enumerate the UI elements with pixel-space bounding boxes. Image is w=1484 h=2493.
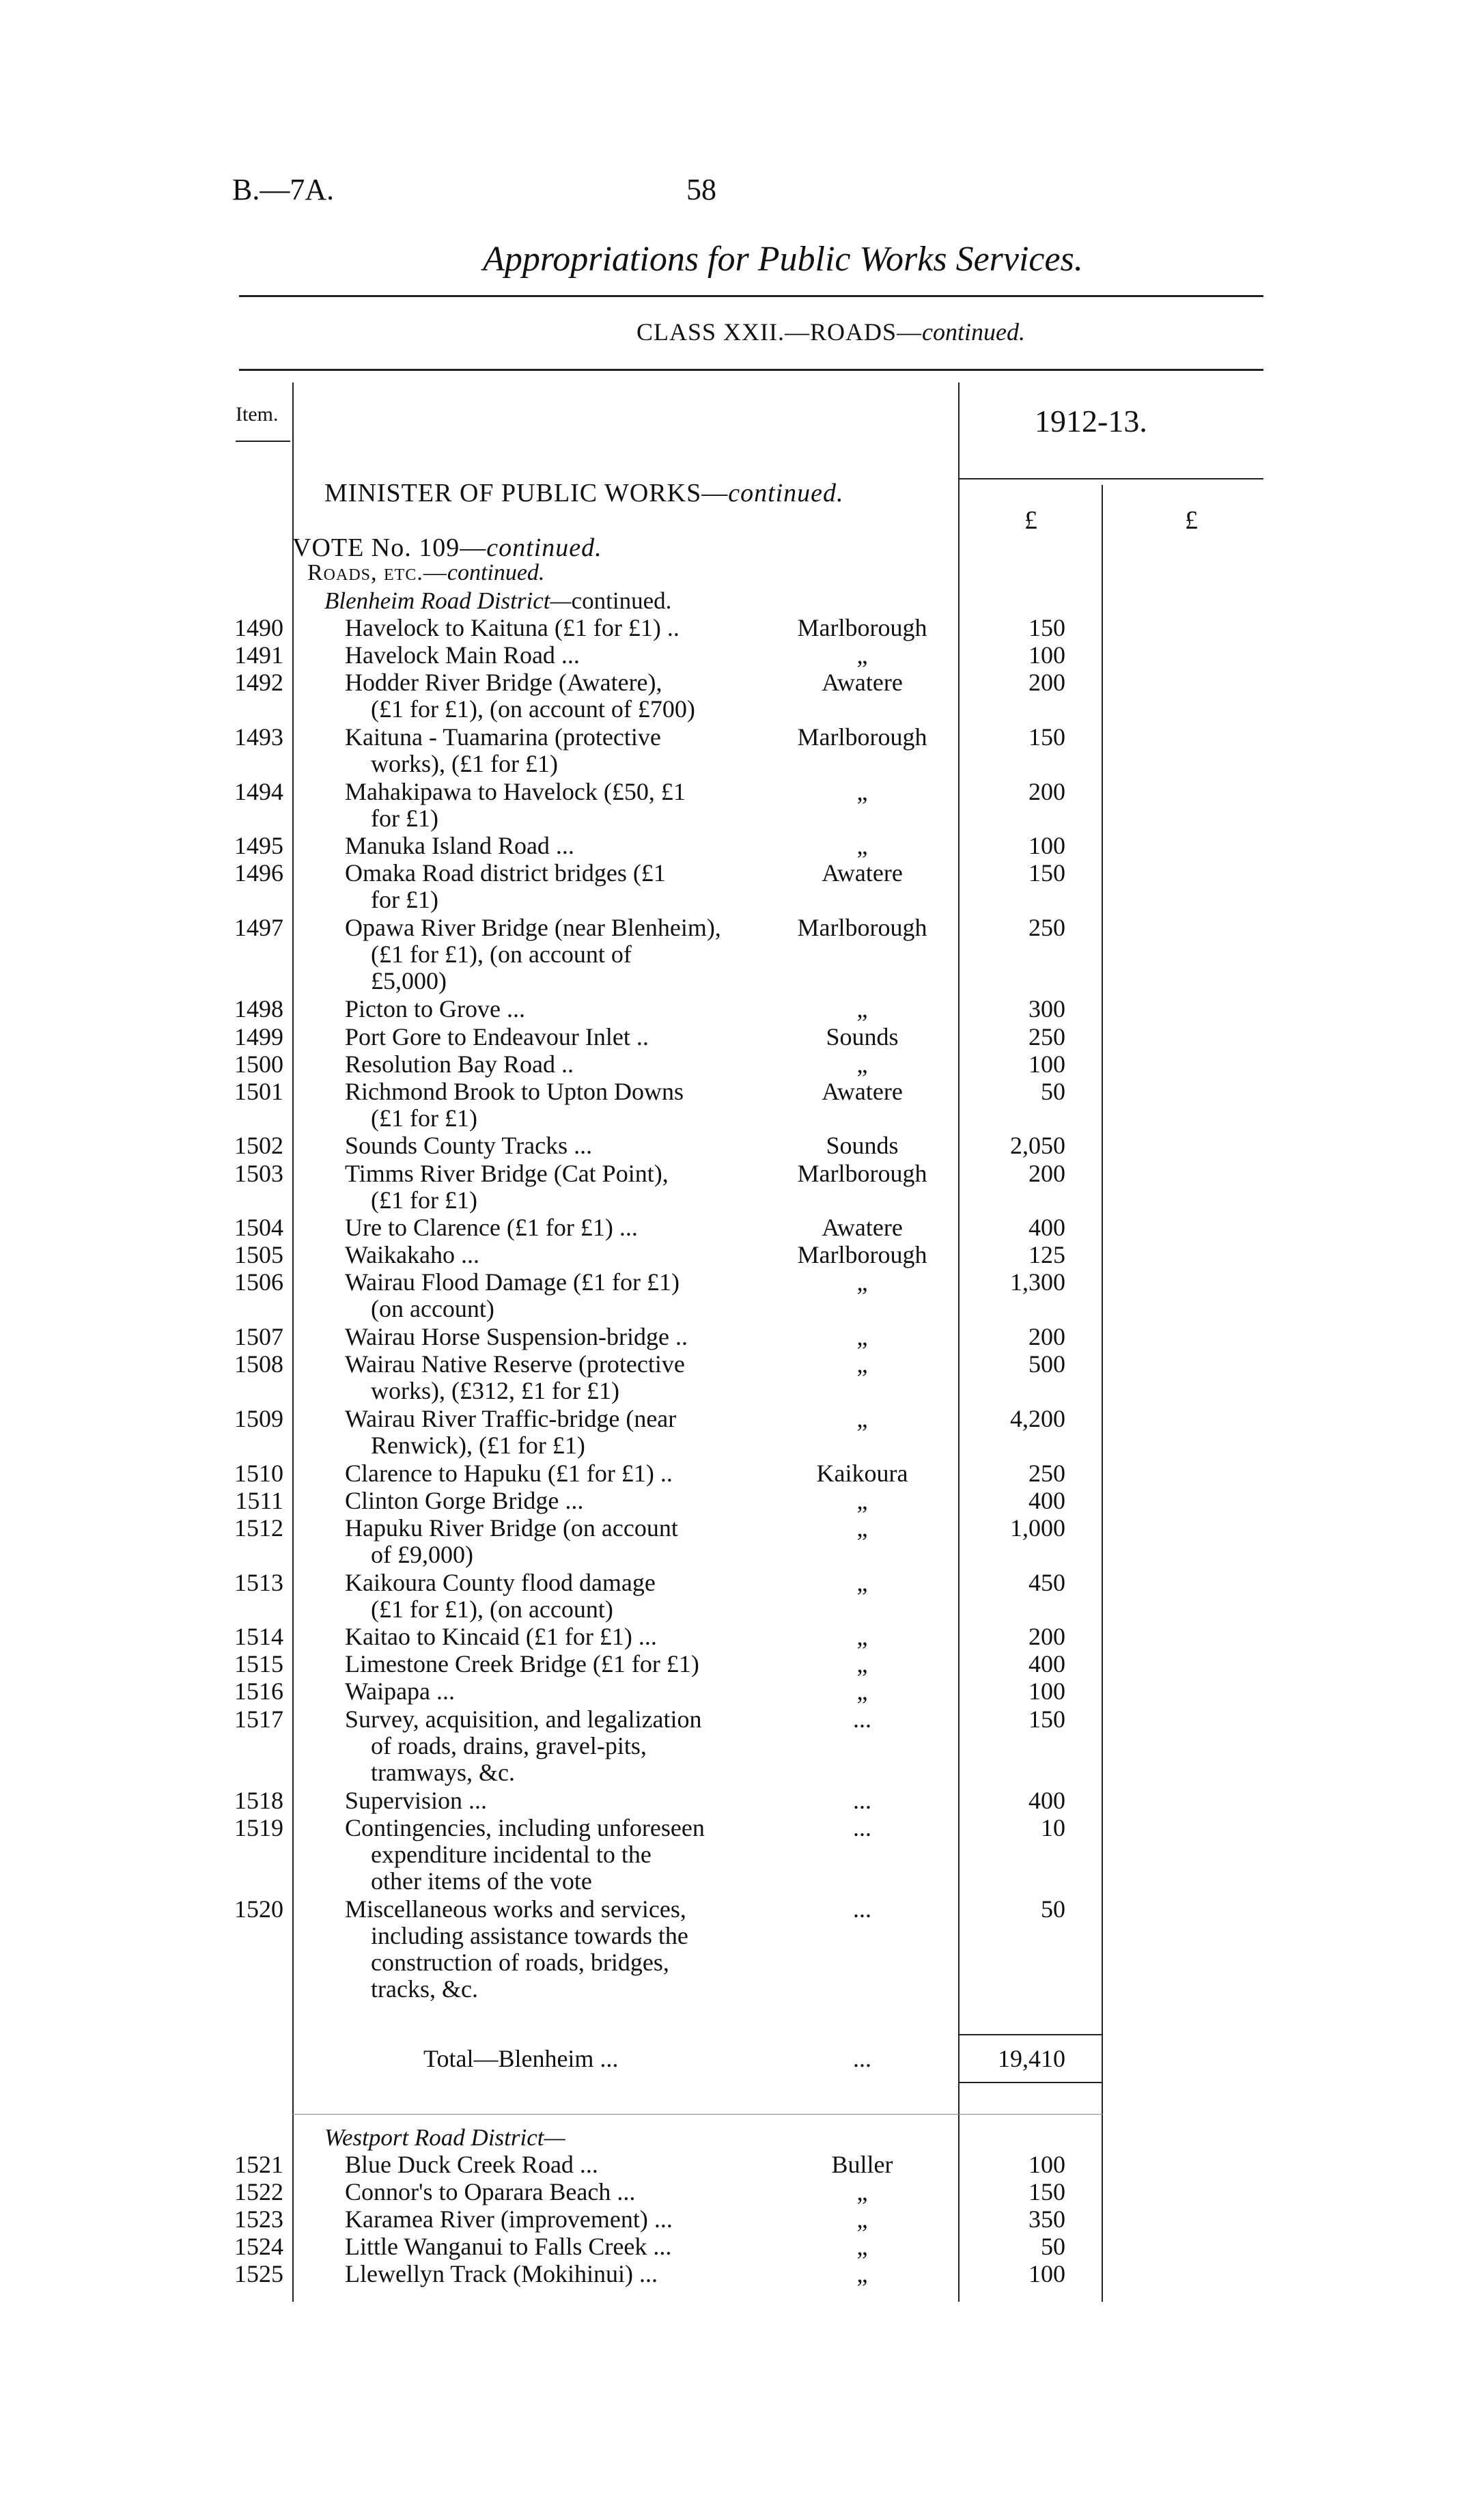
item-number: 1512 xyxy=(234,1514,283,1542)
item-number: 1507 xyxy=(234,1323,283,1351)
item-description xyxy=(345,1624,755,1650)
item-description xyxy=(345,1515,755,1568)
item-amount: 500 xyxy=(1028,1350,1065,1378)
total-amount: 19,410 xyxy=(998,2045,1065,2072)
paper-code: B.—7A. xyxy=(232,173,335,206)
item-county: Marlborough xyxy=(797,1241,927,1269)
item-amount: 250 xyxy=(1028,1022,1065,1050)
item-description-line: Karamea River (improvement) ... xyxy=(345,2205,673,2233)
item-county: Marlborough xyxy=(797,1159,927,1187)
total-county: ... xyxy=(853,2045,871,2072)
year-header-rule xyxy=(960,478,1263,479)
item-county: Marlborough xyxy=(797,723,927,751)
item-county: „ xyxy=(856,832,868,860)
item-county: „ xyxy=(856,2178,868,2205)
item-amount: 200 xyxy=(1028,1623,1065,1651)
item-county: Kaikoura xyxy=(816,1459,908,1487)
item-description-line: works), (£312, £1 for £1) xyxy=(371,1377,619,1405)
item-number: 1521 xyxy=(234,2151,283,2178)
item-description-line: tracks, &c. xyxy=(371,1975,478,2003)
item-description xyxy=(345,915,755,994)
roads-heading: Roads, etc.—continued. xyxy=(307,560,545,585)
item-amount: 50 xyxy=(1041,1077,1065,1105)
item-description-line: works), (£1 for £1) xyxy=(371,749,558,777)
vote-heading: VOTE No. 109—continued. xyxy=(292,533,602,562)
item-description xyxy=(345,833,755,859)
item-amount: 450 xyxy=(1028,1568,1065,1596)
year-column-header: 1912-13. xyxy=(1035,404,1147,438)
item-number: 1495 xyxy=(234,832,283,860)
item-amount: 200 xyxy=(1028,669,1065,697)
item-county: „ xyxy=(856,1677,868,1705)
item-amount: 200 xyxy=(1028,777,1065,805)
item-description-line: (£1 for £1) xyxy=(371,1104,477,1132)
item-description xyxy=(345,1706,755,1786)
item-county: „ xyxy=(856,1486,868,1514)
item-description xyxy=(345,2261,755,2287)
item-number: 1500 xyxy=(234,1050,283,1078)
item-description-line: Havelock Main Road ... xyxy=(345,641,580,669)
item-county: Marlborough xyxy=(797,614,927,641)
item-description-line: Miscellaneous works and services, xyxy=(345,1895,686,1923)
item-description-line: tramways, &c. xyxy=(371,1758,515,1786)
item-county: „ xyxy=(856,1514,868,1542)
item-description-line: Mahakipawa to Havelock (£50, £1 xyxy=(345,777,686,805)
item-number: 1496 xyxy=(234,859,283,887)
item-description-line: Hodder River Bridge (Awatere), xyxy=(345,669,662,697)
item-description-line: Sounds County Tracks ... xyxy=(345,1132,593,1160)
district-heading-blenheim: Blenheim Road District—continued. xyxy=(324,587,672,614)
item-county: Sounds xyxy=(826,1022,899,1050)
item-header-rule xyxy=(236,441,290,442)
item-description-line: expenditure incidental to the xyxy=(371,1840,652,1868)
item-county: „ xyxy=(856,2260,868,2287)
item-number: 1490 xyxy=(234,614,283,641)
page-number: 58 xyxy=(686,173,716,206)
item-county: „ xyxy=(856,1650,868,1678)
item-county: Sounds xyxy=(826,1132,899,1160)
item-county: ... xyxy=(853,1813,871,1841)
pound-column-2: £ xyxy=(1185,506,1198,535)
item-description-line: Survey, acquisition, and legalization xyxy=(345,1705,702,1733)
item-description-line: Wairau River Traffic-bridge (near xyxy=(345,1404,677,1432)
item-description-line: (£1 for £1), (on account of xyxy=(371,941,632,969)
item-description-line: Timms River Bridge (Cat Point), xyxy=(345,1159,669,1187)
item-amount: 50 xyxy=(1041,1895,1065,1923)
item-description xyxy=(345,2233,755,2260)
item-county: „ xyxy=(856,2233,868,2260)
item-description xyxy=(345,779,755,832)
item-number: 1497 xyxy=(234,914,283,942)
item-amount: 400 xyxy=(1028,1486,1065,1514)
item-description-line: Clarence to Hapuku (£1 for £1) .. xyxy=(345,1459,673,1487)
item-description xyxy=(345,1488,755,1514)
item-description xyxy=(345,2151,755,2178)
item-description-line: Llewellyn Track (Mokihinui) ... xyxy=(345,2260,658,2287)
item-county: ... xyxy=(853,1705,871,1733)
item-number: 1513 xyxy=(234,1568,283,1596)
item-amount: 100 xyxy=(1028,1677,1065,1705)
item-county: Marlborough xyxy=(797,914,927,942)
page-title: Appropriations for Public Works Services. xyxy=(483,240,1083,279)
item-description-line: Blue Duck Creek Road ... xyxy=(345,2151,598,2178)
item-description-line: of roads, drains, gravel-pits, xyxy=(371,1731,647,1759)
item-amount: 250 xyxy=(1028,1459,1065,1487)
item-county: „ xyxy=(856,1623,868,1651)
header-rule-top xyxy=(239,295,1263,297)
item-description-line: (£1 for £1) xyxy=(371,1186,477,1214)
item-county: „ xyxy=(856,1050,868,1078)
item-description xyxy=(345,1570,755,1623)
item-number: 1520 xyxy=(234,1895,283,1923)
item-number: 1519 xyxy=(234,1813,283,1841)
item-description-line: Supervision ... xyxy=(345,1786,488,1814)
item-county: „ xyxy=(856,995,868,1023)
item-description xyxy=(345,1460,755,1487)
item-description xyxy=(345,1132,755,1159)
item-description xyxy=(345,1024,755,1050)
item-description-line: Omaka Road district bridges (£1 xyxy=(345,859,666,887)
item-number: 1516 xyxy=(234,1677,283,1705)
item-number: 1523 xyxy=(234,2205,283,2233)
item-county: ... xyxy=(853,1895,871,1923)
item-amount: 150 xyxy=(1028,614,1065,641)
item-description xyxy=(345,724,755,777)
item-description xyxy=(345,615,755,641)
header-rule-bottom xyxy=(239,369,1263,371)
total-label: Total—Blenheim ... xyxy=(423,2045,619,2072)
item-county: ... xyxy=(853,1786,871,1814)
item-description xyxy=(345,669,755,723)
item-county: Awatere xyxy=(822,669,903,697)
item-number: 1506 xyxy=(234,1268,283,1296)
item-description-line: Opawa River Bridge (near Blenheim), xyxy=(345,914,721,942)
item-amount: 150 xyxy=(1028,2178,1065,2205)
item-number: 1508 xyxy=(234,1350,283,1378)
item-description-line: Kaituna - Tuamarina (protective xyxy=(345,723,661,751)
item-description-line: Connor's to Oparara Beach ... xyxy=(345,2178,636,2205)
item-amount: 125 xyxy=(1028,1241,1065,1269)
item-description-line: Kaikoura County flood damage xyxy=(345,1568,656,1596)
item-number: 1502 xyxy=(234,1132,283,1160)
item-description-line: Picton to Grove ... xyxy=(345,995,525,1023)
item-description-line: Hapuku River Bridge (on account xyxy=(345,1514,678,1542)
item-number: 1509 xyxy=(234,1404,283,1432)
item-number: 1504 xyxy=(234,1214,283,1242)
item-number: 1517 xyxy=(234,1705,283,1733)
item-description-line: (£1 for £1), (on account of £700) xyxy=(371,695,695,723)
item-description xyxy=(345,1678,755,1705)
item-description-line: Port Gore to Endeavour Inlet .. xyxy=(345,1022,649,1050)
item-description-line: of £9,000) xyxy=(371,1540,473,1568)
item-description xyxy=(345,1078,755,1132)
total-rule-top xyxy=(960,2034,1103,2035)
item-description xyxy=(345,1214,755,1241)
item-description xyxy=(345,1051,755,1078)
item-county: „ xyxy=(856,1568,868,1596)
item-description-line: Renwick), (£1 for £1) xyxy=(371,1431,585,1459)
item-description xyxy=(345,2206,755,2233)
item-description-line: Wairau Native Reserve (protective xyxy=(345,1350,685,1378)
item-county: „ xyxy=(856,641,868,669)
item-description-line: Ure to Clarence (£1 for £1) ... xyxy=(345,1214,638,1242)
item-amount: 150 xyxy=(1028,859,1065,887)
item-description-line: for £1) xyxy=(371,886,438,914)
item-description-line: Wairau Horse Suspension-bridge .. xyxy=(345,1323,688,1351)
item-description xyxy=(345,2179,755,2205)
item-description xyxy=(345,996,755,1022)
item-column-rule xyxy=(292,382,294,2302)
item-county: „ xyxy=(856,2205,868,2233)
item-description xyxy=(345,1787,755,1814)
item-amount: 200 xyxy=(1028,1159,1065,1187)
item-description-line: Waikakaho ... xyxy=(345,1241,480,1269)
item-description-line: Contingencies, including unforeseen xyxy=(345,1813,705,1841)
item-description xyxy=(345,1406,755,1459)
district-heading-westport: Westport Road District— xyxy=(324,2124,565,2151)
item-amount: 100 xyxy=(1028,641,1065,669)
minister-heading: MINISTER OF PUBLIC WORKS—continued. xyxy=(324,479,844,507)
item-county: Awatere xyxy=(822,859,903,887)
item-number: 1499 xyxy=(234,1022,283,1050)
item-amount: 50 xyxy=(1041,2233,1065,2260)
item-number: 1525 xyxy=(234,2260,283,2287)
item-amount: 400 xyxy=(1028,1786,1065,1814)
total-rule-bottom xyxy=(960,2082,1103,2083)
item-county: „ xyxy=(856,1350,868,1378)
item-description-line: (£1 for £1), (on account) xyxy=(371,1595,613,1623)
item-number: 1498 xyxy=(234,995,283,1023)
item-description xyxy=(345,1160,755,1214)
item-description-line: Richmond Brook to Upton Downs xyxy=(345,1077,684,1105)
item-county: „ xyxy=(856,1404,868,1432)
item-description-line: Resolution Bay Road .. xyxy=(345,1050,574,1078)
item-description xyxy=(345,642,755,669)
item-amount: 100 xyxy=(1028,2151,1065,2178)
item-county: „ xyxy=(856,1323,868,1351)
item-description-line: other items of the vote xyxy=(371,1867,592,1895)
item-number: 1505 xyxy=(234,1241,283,1269)
item-number: 1493 xyxy=(234,723,283,751)
item-description-line: including assistance towards the xyxy=(371,1922,688,1950)
item-number: 1511 xyxy=(235,1486,283,1514)
item-amount: 100 xyxy=(1028,2260,1065,2287)
item-number: 1510 xyxy=(234,1459,283,1487)
item-county: Buller xyxy=(831,2151,893,2178)
item-amount: 2,050 xyxy=(1010,1132,1065,1160)
item-description xyxy=(345,1269,755,1322)
westport-separator-rule xyxy=(292,2114,1103,2115)
pound-column-1: £ xyxy=(1024,506,1037,535)
item-amount: 150 xyxy=(1028,723,1065,751)
item-description-line: Kaitao to Kincaid (£1 for £1) ... xyxy=(345,1623,657,1651)
item-county: Awatere xyxy=(822,1077,903,1105)
item-amount: 150 xyxy=(1028,1705,1065,1733)
item-number: 1515 xyxy=(234,1650,283,1678)
class-title: CLASS XXII.—ROADS—continued. xyxy=(636,318,1025,346)
item-description-line: construction of roads, bridges, xyxy=(371,1949,669,1977)
item-description xyxy=(345,1351,755,1404)
item-description-line: Clinton Gorge Bridge ... xyxy=(345,1486,584,1514)
item-amount: 100 xyxy=(1028,832,1065,860)
item-amount: 1,300 xyxy=(1010,1268,1065,1296)
item-amount: 300 xyxy=(1028,995,1065,1023)
item-description-line: Waipapa ... xyxy=(345,1677,456,1705)
item-county: Awatere xyxy=(822,1214,903,1242)
item-number: 1491 xyxy=(234,641,283,669)
item-amount: 1,000 xyxy=(1010,1514,1065,1542)
item-number: 1522 xyxy=(234,2178,283,2205)
item-description-line: Havelock to Kaituna (£1 for £1) .. xyxy=(345,614,680,641)
item-amount: 400 xyxy=(1028,1650,1065,1678)
item-county: „ xyxy=(856,777,868,805)
item-description-line: for £1) xyxy=(371,804,438,832)
amount-column-rule-mid xyxy=(1102,485,1103,2302)
item-amount: 250 xyxy=(1028,914,1065,942)
item-amount: 4,200 xyxy=(1010,1404,1065,1432)
item-description-line: £5,000) xyxy=(371,967,447,995)
item-number: 1514 xyxy=(234,1623,283,1651)
item-description-line: Little Wanganui to Falls Creek ... xyxy=(345,2233,672,2260)
item-county: „ xyxy=(856,1268,868,1296)
item-description xyxy=(345,1324,755,1350)
item-description-line: Wairau Flood Damage (£1 for £1) xyxy=(345,1268,680,1296)
item-amount: 400 xyxy=(1028,1214,1065,1242)
item-description-line: Manuka Island Road ... xyxy=(345,832,574,860)
item-number: 1524 xyxy=(234,2233,283,2260)
item-description xyxy=(345,1896,755,2003)
item-description xyxy=(345,860,755,913)
item-description xyxy=(345,1815,755,1895)
item-number: 1503 xyxy=(234,1159,283,1187)
item-description-line: (on account) xyxy=(371,1295,494,1323)
item-number: 1501 xyxy=(234,1077,283,1105)
item-amount: 100 xyxy=(1028,1050,1065,1078)
item-amount: 350 xyxy=(1028,2205,1065,2233)
item-description xyxy=(345,1651,755,1677)
item-amount: 200 xyxy=(1028,1323,1065,1351)
item-amount: 10 xyxy=(1041,1813,1065,1841)
item-description xyxy=(345,1242,755,1268)
item-description-line: Limestone Creek Bridge (£1 for £1) xyxy=(345,1650,699,1678)
item-number: 1494 xyxy=(234,777,283,805)
item-number: 1518 xyxy=(234,1786,283,1814)
item-column-header: Item. xyxy=(236,403,279,426)
item-number: 1492 xyxy=(234,669,283,697)
